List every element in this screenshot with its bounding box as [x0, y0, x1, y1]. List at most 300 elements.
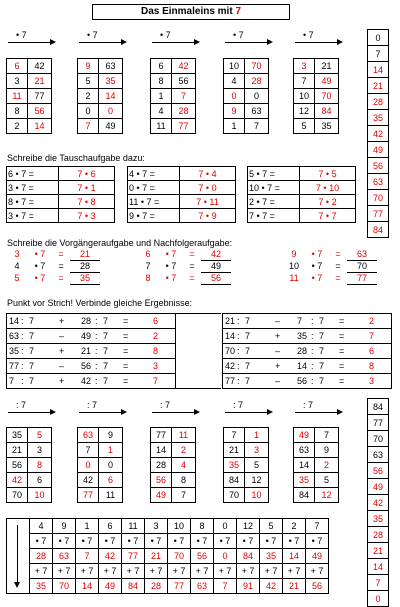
- pvs-row: [223, 344, 392, 359]
- side-cell: 49: [368, 479, 389, 495]
- table-row: [294, 443, 339, 458]
- table-cell[interactable]: 28: [172, 104, 196, 119]
- tausch-answer[interactable]: 7 • 11: [180, 195, 236, 209]
- table-cell[interactable]: 49: [315, 74, 339, 89]
- pvs-part: 14: [297, 361, 308, 371]
- bottom-cell: • 7: [53, 534, 76, 549]
- mult-header-label: • 7: [303, 30, 314, 40]
- table-cell: 11: [7, 89, 28, 104]
- mult-header-label: • 7: [87, 30, 98, 40]
- pvs-part: =: [339, 316, 345, 326]
- bottom-cell[interactable]: 63: [53, 549, 76, 564]
- bottom-cell: 2: [283, 519, 306, 534]
- bottom-cell: • 7: [306, 534, 329, 549]
- table-cell[interactable]: 35: [99, 74, 123, 89]
- side-cell: 63: [368, 447, 389, 463]
- mult-header: [79, 30, 129, 44]
- divide-sign: :: [237, 331, 240, 341]
- divide-sign: :: [21, 331, 24, 341]
- table-cell[interactable]: 42: [28, 59, 52, 74]
- tausch-question: 6 • 7 =: [7, 167, 59, 181]
- table-cell: 14: [294, 458, 315, 473]
- table-row: [151, 458, 196, 473]
- bottom-cell: + 7: [122, 564, 145, 579]
- table-cell[interactable]: 84: [315, 104, 339, 119]
- arrow-column: [7, 519, 30, 594]
- vn-cell: • 7: [34, 273, 46, 283]
- table-row: [294, 104, 339, 119]
- bottom-cell[interactable]: 70: [53, 579, 76, 594]
- bottom-cell: 12: [237, 519, 260, 534]
- vn-cell: =: [58, 273, 64, 283]
- tausch-answer[interactable]: 7 • 10: [300, 181, 356, 195]
- bottom-cell[interactable]: 77: [168, 579, 191, 594]
- vn-cell: =: [335, 261, 341, 271]
- table-cell[interactable]: 3: [28, 443, 52, 458]
- pvs-part[interactable]: 2: [369, 316, 375, 326]
- table-cell: 77: [78, 488, 99, 503]
- divide-sign: :: [237, 346, 240, 356]
- arrow-line: [225, 412, 269, 413]
- pvs-part: 42: [225, 361, 236, 371]
- pvs-part[interactable]: 7: [369, 331, 375, 341]
- pvs-part: 7: [319, 361, 325, 371]
- table-cell[interactable]: 1: [99, 443, 123, 458]
- table-row: [294, 473, 339, 488]
- side-cell: 0: [368, 30, 389, 46]
- vn-cell: 10: [288, 261, 299, 271]
- mult-header: [295, 30, 345, 44]
- pvs-part[interactable]: 3: [369, 376, 375, 386]
- bottom-cell[interactable]: 42: [260, 579, 283, 594]
- table-cell[interactable]: 7: [172, 488, 196, 503]
- table-cell[interactable]: 6: [99, 473, 123, 488]
- arrow-line: [152, 42, 196, 43]
- side-cell: 77: [368, 415, 389, 431]
- table-row: [6, 273, 100, 285]
- pvs-part: 63: [9, 331, 20, 341]
- table-cell[interactable]: 8: [28, 458, 52, 473]
- table-cell[interactable]: 12: [245, 473, 269, 488]
- table-cell: 0: [78, 458, 99, 473]
- table-cell[interactable]: 56: [172, 74, 196, 89]
- table-cell[interactable]: 11: [172, 428, 196, 443]
- table-row: [151, 488, 196, 503]
- table-cell[interactable]: 7: [315, 428, 339, 443]
- vn-cell: 4: [14, 261, 20, 271]
- div-header: [79, 400, 129, 414]
- bottom-cell[interactable]: 14: [283, 549, 306, 564]
- table-cell[interactable]: 63: [99, 59, 123, 74]
- table-row: [368, 415, 389, 431]
- bottom-cell[interactable]: 7: [214, 579, 237, 594]
- table-cell[interactable]: 14: [99, 89, 123, 104]
- bottom-cell[interactable]: 14: [76, 579, 99, 594]
- bottom-cell[interactable]: 56: [191, 549, 214, 564]
- table-row: [137, 261, 231, 273]
- bottom-cell[interactable]: 35: [30, 579, 53, 594]
- table-cell[interactable]: 10: [245, 488, 269, 503]
- bottom-cell[interactable]: 84: [237, 549, 260, 564]
- table-cell[interactable]: 10: [28, 488, 52, 503]
- table-cell[interactable]: 77: [172, 119, 196, 134]
- mult-header-label: • 7: [16, 30, 27, 40]
- side-cell: 35: [368, 511, 389, 527]
- table-cell[interactable]: 35: [315, 119, 339, 134]
- arrow-line: [152, 412, 196, 413]
- tausch-answer[interactable]: 7 • 9: [180, 209, 236, 223]
- table-row: [78, 458, 123, 473]
- table-cell[interactable]: 5: [245, 458, 269, 473]
- table-cell[interactable]: 11: [99, 488, 123, 503]
- pvs-part[interactable]: 8: [153, 346, 159, 356]
- pvs-part: 7: [319, 376, 325, 386]
- pvs-part[interactable]: 6: [369, 346, 375, 356]
- table-row: [368, 575, 389, 591]
- table-cell[interactable]: 8: [172, 473, 196, 488]
- vn-cell: 5: [14, 273, 20, 283]
- table-cell[interactable]: 1: [245, 428, 269, 443]
- tausch-question: 8 • 7 =: [7, 195, 59, 209]
- table-row: [78, 443, 123, 458]
- table-cell[interactable]: 2: [172, 443, 196, 458]
- table-cell: 10: [294, 89, 315, 104]
- pvs-part: =: [123, 361, 129, 371]
- table-cell[interactable]: 0: [99, 458, 123, 473]
- vn-cell: • 7: [34, 261, 46, 271]
- table-row: [368, 142, 389, 158]
- table-cell[interactable]: 3: [245, 443, 269, 458]
- table-row: [248, 209, 356, 223]
- table-row: [368, 110, 389, 126]
- table-cell[interactable]: 7: [245, 119, 269, 134]
- pvs-part: 7: [245, 331, 251, 341]
- pvs-part: 7: [103, 376, 109, 386]
- table-cell: 1: [224, 119, 245, 134]
- vn-cell[interactable]: 28: [70, 261, 100, 273]
- mult-table: [6, 58, 52, 134]
- arrow-right-icon: [337, 39, 343, 45]
- bottom-cell: • 7: [237, 534, 260, 549]
- pvs-part: 7: [319, 346, 325, 356]
- vn-cell: =: [58, 249, 64, 260]
- pvs-part: 77: [9, 361, 20, 371]
- pvs-part: 77: [225, 376, 236, 386]
- table-row: [368, 62, 389, 78]
- tausch-label: Schreibe die Tauschaufgabe dazu:: [7, 153, 145, 163]
- bottom-cell: • 7: [283, 534, 306, 549]
- bottom-cell[interactable]: 84: [122, 579, 145, 594]
- table-row: [128, 181, 236, 195]
- pvs-part: 7: [245, 361, 251, 371]
- page-title: [92, 4, 290, 20]
- pvs-part: 7: [245, 376, 251, 386]
- tausch-table: [247, 166, 356, 223]
- table-cell: 35: [7, 428, 28, 443]
- bottom-cell: + 7: [260, 564, 283, 579]
- vn-cell: 8: [145, 273, 151, 283]
- table-cell[interactable]: 70: [315, 89, 339, 104]
- table-cell[interactable]: 49: [99, 119, 123, 134]
- bottom-cell: • 7: [260, 534, 283, 549]
- table-row: [137, 273, 231, 285]
- table-row: [223, 344, 392, 359]
- side-cell: 42: [368, 126, 389, 142]
- pvs-part[interactable]: 6: [153, 316, 159, 326]
- table-row: [7, 428, 52, 443]
- tausch-question: 2 • 7 =: [248, 195, 300, 209]
- side-cell: 7: [368, 575, 389, 591]
- pvs-part: 7: [29, 316, 35, 326]
- side-cell: 70: [368, 190, 389, 206]
- tausch-answer[interactable]: 7 • 7: [300, 209, 356, 223]
- table-row: [224, 488, 269, 503]
- vn-cell[interactable]: 21: [70, 249, 100, 261]
- vn-cell: • 7: [34, 249, 46, 260]
- table-cell[interactable]: 9: [315, 443, 339, 458]
- table-cell[interactable]: 21: [28, 74, 52, 89]
- table-row: [294, 74, 339, 89]
- pvs-row: [223, 359, 392, 374]
- table-row: [283, 249, 377, 261]
- bottom-cell: 0: [214, 519, 237, 534]
- div-header: [152, 400, 202, 414]
- pvs-row: [7, 344, 176, 359]
- div-table: [6, 427, 52, 503]
- pvs-part: 35: [297, 331, 308, 341]
- table-cell[interactable]: 21: [315, 59, 339, 74]
- tausch-answer[interactable]: 7 • 8: [59, 195, 115, 209]
- side-cell: 70: [368, 431, 389, 447]
- pvs-row: [7, 374, 176, 389]
- table-cell: 35: [224, 458, 245, 473]
- table-cell[interactable]: 5: [315, 473, 339, 488]
- mult-header-label: • 7: [160, 30, 171, 40]
- table-row: [368, 126, 389, 142]
- pvs-part: 70: [225, 346, 236, 356]
- tausch-question: 11 • 7 =: [128, 195, 180, 209]
- vn-cell: • 7: [165, 273, 177, 283]
- table-cell[interactable]: 6: [28, 473, 52, 488]
- table-cell: 10: [224, 59, 245, 74]
- divide-sign: :: [21, 346, 24, 356]
- table-cell[interactable]: 42: [172, 59, 196, 74]
- table-cell: 6: [7, 59, 28, 74]
- table-cell[interactable]: 70: [245, 59, 269, 74]
- pvs-part: =: [123, 346, 129, 356]
- tausch-question: 4 • 7 =: [128, 167, 180, 181]
- pvs-part[interactable]: 8: [369, 361, 375, 371]
- pvs-part[interactable]: 3: [153, 361, 159, 371]
- table-row: [78, 104, 123, 119]
- pvs-part: 7: [29, 361, 35, 371]
- pvs-part: 35: [9, 346, 20, 356]
- bottom-cell[interactable]: 0: [214, 549, 237, 564]
- table-row: [7, 519, 329, 534]
- pvs-part[interactable]: 2: [153, 331, 159, 341]
- table-cell: 35: [294, 473, 315, 488]
- table-cell[interactable]: 12: [315, 488, 339, 503]
- table-row: [223, 359, 392, 374]
- bottom-cell: • 7: [30, 534, 53, 549]
- bottom-cell[interactable]: 77: [122, 549, 145, 564]
- table-row: [224, 59, 269, 74]
- table-row: [368, 591, 389, 607]
- table-cell[interactable]: 56: [28, 104, 52, 119]
- vn-cell[interactable]: 35: [70, 273, 100, 285]
- table-cell[interactable]: 4: [172, 458, 196, 473]
- table-cell[interactable]: 77: [28, 89, 52, 104]
- bottom-cell[interactable]: 63: [191, 579, 214, 594]
- pvs-part: +: [59, 346, 65, 356]
- table-row: [368, 78, 389, 94]
- table-cell[interactable]: 0: [99, 104, 123, 119]
- bottom-cell: + 7: [283, 564, 306, 579]
- pvs-part: 56: [297, 376, 308, 386]
- table-row: [137, 249, 231, 261]
- table-row: [224, 428, 269, 443]
- table-row: [151, 59, 196, 74]
- mult-header-label: • 7: [233, 30, 244, 40]
- side-cell: 56: [368, 158, 389, 174]
- side-cell: 0: [368, 591, 389, 607]
- side-cell: 21: [368, 78, 389, 94]
- table-row: [78, 473, 123, 488]
- table-cell[interactable]: 63: [245, 104, 269, 119]
- vn-cell[interactable]: 56: [201, 273, 231, 285]
- table-row: [368, 543, 389, 559]
- table-cell: 56: [151, 473, 172, 488]
- table-row: [128, 195, 236, 209]
- table-row: [294, 488, 339, 503]
- table-cell[interactable]: 7: [172, 89, 196, 104]
- pvs-row: [223, 374, 392, 389]
- table-row: [7, 167, 115, 181]
- pvs-part: +: [275, 331, 281, 341]
- bottom-cell[interactable]: 35: [260, 549, 283, 564]
- table-cell[interactable]: 5: [28, 428, 52, 443]
- table-cell: 9: [78, 59, 99, 74]
- arrow-line: [79, 42, 123, 43]
- pvs-part: 7: [103, 331, 109, 341]
- table-row: [78, 488, 123, 503]
- vn-cell[interactable]: 70: [347, 261, 377, 273]
- tausch-answer[interactable]: 7 • 3: [59, 209, 115, 223]
- bottom-cell[interactable]: 7: [76, 549, 99, 564]
- vn-cell[interactable]: 42: [201, 249, 231, 261]
- pvs-part: 49: [81, 331, 92, 341]
- tausch-answer[interactable]: 7 • 5: [300, 167, 356, 181]
- table-row: [7, 549, 329, 564]
- tausch-question: 9 • 7 =: [128, 209, 180, 223]
- pvs-part: 7: [103, 361, 109, 371]
- bottom-cell: + 7: [145, 564, 168, 579]
- arrow-right-icon: [121, 39, 127, 45]
- pvs-row: [223, 314, 392, 329]
- tausch-answer[interactable]: 7 • 1: [59, 181, 115, 195]
- bottom-cell[interactable]: 56: [306, 579, 329, 594]
- table-cell[interactable]: 28: [245, 74, 269, 89]
- bottom-cell[interactable]: 70: [168, 549, 191, 564]
- bottom-cell[interactable]: 28: [30, 549, 53, 564]
- arrow-line: [17, 525, 18, 583]
- bottom-cell: 6: [99, 519, 122, 534]
- mult-table: [223, 58, 269, 134]
- pvs-part: 14: [9, 316, 20, 326]
- table-row: [151, 89, 196, 104]
- divide-sign: :: [95, 361, 98, 371]
- vn-cell[interactable]: 63: [347, 249, 377, 261]
- pvs-part: =: [123, 316, 129, 326]
- table-cell: 3: [7, 74, 28, 89]
- mult-table: [150, 58, 196, 134]
- vn-cell[interactable]: 49: [201, 261, 231, 273]
- table-cell[interactable]: 0: [245, 89, 269, 104]
- tausch-answer[interactable]: 7 • 2: [300, 195, 356, 209]
- mult-header: [225, 30, 275, 44]
- side-cell: 49: [368, 142, 389, 158]
- bottom-cell: + 7: [30, 564, 53, 579]
- tausch-question: 3 • 7 =: [7, 181, 59, 195]
- bottom-cell[interactable]: 28: [145, 579, 168, 594]
- table-cell: 7: [78, 443, 99, 458]
- tausch-answer[interactable]: 7 • 4: [180, 167, 236, 181]
- table-row: [151, 473, 196, 488]
- table-row: [223, 314, 392, 329]
- divide-sign: :: [21, 361, 24, 371]
- bottom-cell: 9: [53, 519, 76, 534]
- table-row: [7, 195, 115, 209]
- tausch-answer[interactable]: 7 • 0: [180, 181, 236, 195]
- table-row: [151, 104, 196, 119]
- divide-sign: :: [311, 376, 314, 386]
- table-cell: 84: [224, 473, 245, 488]
- bottom-cell[interactable]: 49: [306, 549, 329, 564]
- mult-header: [152, 30, 202, 44]
- vn-cell[interactable]: 77: [347, 273, 377, 285]
- bottom-cell[interactable]: 21: [283, 579, 306, 594]
- tausch-answer[interactable]: 7 • 6: [59, 167, 115, 181]
- bottom-cell[interactable]: 42: [99, 549, 122, 564]
- pvs-part: 7: [245, 316, 251, 326]
- bottom-cell: 3: [145, 519, 168, 534]
- div-header-label: : 7: [233, 400, 244, 410]
- bottom-cell: 4: [30, 519, 53, 534]
- vn-cell: =: [189, 273, 195, 283]
- table-cell[interactable]: 9: [99, 428, 123, 443]
- table-row: [128, 209, 236, 223]
- table-cell: 11: [151, 119, 172, 134]
- side-cell: 28: [368, 94, 389, 110]
- vn-table: [6, 249, 100, 285]
- pvs-part: =: [123, 376, 129, 386]
- table-cell: 9: [224, 104, 245, 119]
- pvs-part: 42: [81, 376, 92, 386]
- tausch-table: [6, 166, 115, 223]
- bottom-cell[interactable]: 91: [237, 579, 260, 594]
- bottom-cell[interactable]: 49: [99, 579, 122, 594]
- div-header-label: : 7: [303, 400, 314, 410]
- table-cell[interactable]: 2: [315, 458, 339, 473]
- arrow-right-icon: [337, 409, 343, 415]
- bottom-cell[interactable]: 21: [145, 549, 168, 564]
- table-cell[interactable]: 14: [28, 119, 52, 134]
- pvs-part: =: [339, 376, 345, 386]
- div-header: [225, 400, 275, 414]
- side-table: [367, 29, 389, 238]
- table-row: [78, 59, 123, 74]
- pvs-part[interactable]: 7: [153, 376, 159, 386]
